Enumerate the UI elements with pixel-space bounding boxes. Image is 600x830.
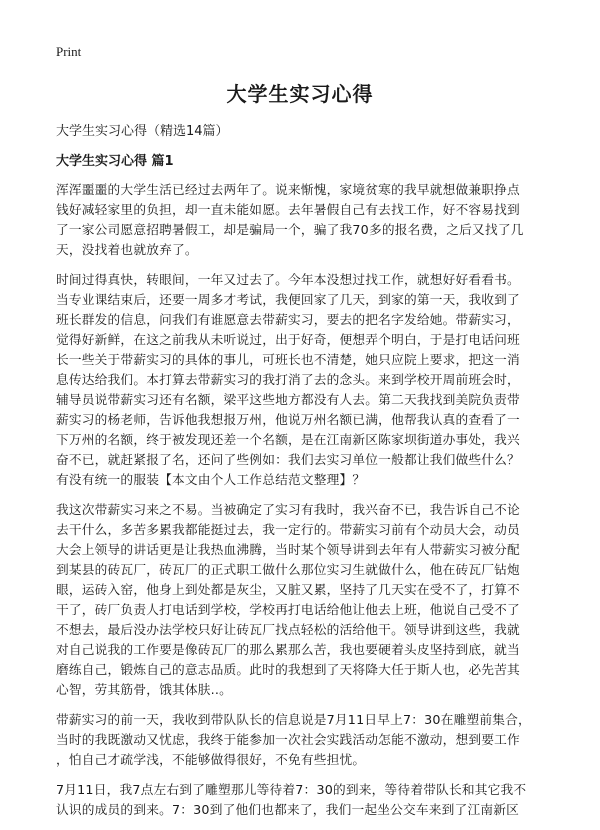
paragraph-line: 对自己说我的工作要是像砖瓦厂的那么累那么苦，我也要硬着头皮坚持到底，就当 [56,642,520,657]
paragraph-line: ，怕自己才疏学浅，不能够做得很好，不免有些担忧。 [56,752,366,767]
paragraph-line: 大会上领导的讲话更是让我热血沸腾，当时某个领导讲到去年有人带薪实习被分配 [56,542,520,557]
paragraph-line: 长一些关于带薪实习的具体的事儿，可班长也不清楚，她只应院上要求，把这一消 [56,352,520,367]
article-body [56,180,552,830]
paragraph-line: 时间过得真快，转眼间，一年又过去了。今年本没想过找工作，就想好好看看书。 [56,272,520,287]
paragraph-line: 认识的成员的到来。7：30到了他们也都来了，我们一起坐公交车来到了江南新区 [56,802,519,817]
paragraph-line: 磨练自己，锻炼自己的意志品质。此时的我想到了天将降大任于斯人也，必先苦其 [56,662,520,677]
paragraph-line: 不想去，最后没办法学校只好让砖瓦厂找点轻松的活给他干。领导讲到这些，我就 [56,622,520,637]
paragraph-line: 息传达给我们。本打算去带薪实习的我打消了去的念头。来到学校开周前班会时， [56,372,520,387]
paragraph-line: 了一家公司愿意招聘暑假工，却是骗局一个，骗了我70多的报名费，之后又找了几 [56,222,524,237]
paragraph-line: 有没有统一的服装【本文由个人工作总结范文整理】？ [56,472,366,487]
paragraph [56,180,552,260]
paragraph [56,780,552,820]
paragraph-line: 下万州的名额，终于被发现还差一个名额，是在江南新区陈家坝街道办事处，我兴 [56,432,520,447]
paragraph-line: 钱好减轻家里的负担，却一直未能如愿。去年暑假自己有去找工作，好不容易找到 [56,202,520,217]
paragraph-line: 去干什么，多苦多累我都能挺过去，我一定行的。带薪实习前有个动员大会，动员 [56,522,520,537]
paragraph-line: 浑浑噩噩的大学生活已经过去两年了。说来惭愧，家境贫寒的我早就想做兼职挣点 [56,182,520,197]
paragraph-line: 辅导员说带薪实习还有名额，梁平这些地方都没有人去。第二天我找到美院负责带 [56,392,520,407]
paragraph-line: 天，没找着也就放弃了。 [56,242,198,257]
paragraph [56,710,552,770]
paragraph-line: 干了，砖厂负责人打电话到学校，学校再打电话给他让他去上班，他说自己受不了 [56,602,520,617]
paragraph-line: 到某县的砖瓦厂，砖瓦厂的正式职工做什么那位实习生就做什么，他在砖瓦厂钻炮 [56,562,520,577]
paragraph-line: 当专业课结束后，还要一周多才考试，我便回家了几天，到家的第一天，我收到了 [56,292,520,307]
paragraph-line: 觉得好新鲜，在这之前我从未听说过，出于好奇，便想弄个明白，于是打电话问班 [56,332,520,347]
paragraph-line: 带薪实习的前一天，我收到带队队长的信息说是7月11日早上7：30在雕塑前集合， [56,712,531,727]
paragraph-line: 薪实习的杨老师，告诉他我想报万州，他说万州名额已满，他帮我认真的查看了一 [56,412,520,427]
document-subtitle: 大学生实习心得（精选14篇） [56,124,229,139]
section-heading: 大学生实习心得 篇1 [56,154,174,169]
print-label[interactable]: Print [56,44,82,59]
paragraph [56,270,552,490]
paragraph [56,500,552,700]
paragraph-line: 我这次带薪实习来之不易。当被确定了实习有我时，我兴奋不已，我告诉自己不论 [56,502,520,517]
paragraph-line: 当时的我既激动又忧虑，我终于能参加一次社会实践活动怎能不激动，想到要工作 [56,732,520,747]
paragraph-line: 奋不已，就赶紧报了名，还问了些例如：我们去实习单位一般都让我们做些什么？ [56,452,520,467]
paragraph-line: 眼，运砖入窑，他身上到处都是灰尘，又脏又累，坚持了几天实在受不了，打算不 [56,582,520,597]
paragraph-line: 心智，劳其筋骨，饿其体肤..。 [56,682,233,697]
paragraph-line: 7月11日，我7点左右到了雕塑那儿等待着7：30的到来，等待着带队长和其它我不 [56,782,527,797]
page-title: 大学生实习心得 [226,82,374,106]
paragraph-line: 班长群发的信息，问我们有谁愿意去带薪实习，要去的把名字发给她。带薪实习， [56,312,520,327]
